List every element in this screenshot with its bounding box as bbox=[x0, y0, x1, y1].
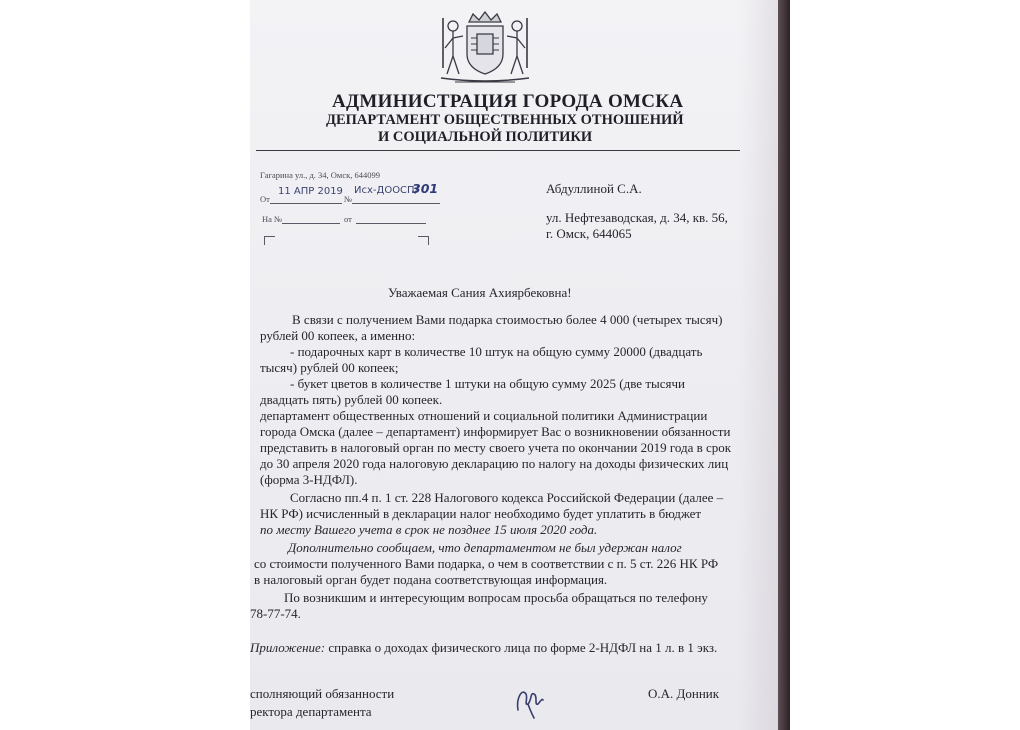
omsk-coat-of-arms-icon bbox=[435, 8, 535, 90]
body-line: департамент общественных отношений и социальной политики Администрации bbox=[260, 408, 708, 423]
body-line: до 30 апреля 2020 года налоговую декларацию по налогу на доходы физических лиц bbox=[260, 456, 729, 471]
recipient-address-line2: г. Омск, 644065 bbox=[546, 226, 632, 241]
body-line: Согласно пп.4 п. 1 ст. 228 Налогового кодекса Российской Федерации (далее – bbox=[290, 490, 724, 505]
attachment-text: справка о доходах физического лица по форме 2-НДФЛ на 1 л. в 1 экз. bbox=[328, 640, 718, 655]
signer-name: О.А. Донник bbox=[648, 686, 720, 701]
date-stamp: 11 АПР 2019 bbox=[278, 186, 343, 197]
body-line: тысяч) рублей 00 копеек; bbox=[260, 360, 399, 375]
number-stamp: Исх-ДООСП/ bbox=[354, 185, 418, 196]
body-line: со стоимости полученного Вами подарка, о чем в соответствии с п. 5 ст. 226 НК РФ bbox=[254, 556, 719, 571]
body-line: В связи с получением Вами подарка стоимостью более 4 000 (четырех тысяч) bbox=[292, 312, 723, 327]
recipient-address-line1: ул. Нефтезаводская, д. 34, кв. 56, bbox=[546, 210, 728, 225]
body-line: двадцать пять) рублей 00 копеек. bbox=[260, 392, 443, 407]
corner-mark bbox=[264, 236, 275, 245]
body-line: Дополнительно сообщаем, что департаментом не был удержан налог bbox=[288, 540, 682, 555]
salutation: Уважаемая Сания Ахиярбековна! bbox=[388, 285, 572, 300]
body-line: По возникшим и интересующим вопросам просьба обращаться по телефону bbox=[284, 590, 708, 605]
reference-from: от bbox=[344, 214, 352, 224]
sender-address: Гагарина ул., д. 34, Омск, 644099 bbox=[260, 170, 380, 180]
letter-page bbox=[250, 0, 778, 730]
body-line: 78-77-74. bbox=[250, 606, 301, 621]
header-divider bbox=[256, 150, 740, 151]
body-line: НК РФ) исчисленный в декларации налог необходимо будет уплатить в бюджет bbox=[260, 506, 702, 521]
body-line: города Омска (далее – департамент) информирует Вас о возникновении обязанности bbox=[260, 424, 731, 439]
body-line: (форма 3-НДФЛ). bbox=[260, 472, 358, 487]
reference-prefix: На № bbox=[262, 214, 283, 224]
department-name-line2: И СОЦИАЛЬНОЙ ПОЛИТИКИ bbox=[378, 129, 593, 145]
body-line: - подарочных карт в количестве 10 штук на общую сумму 20000 (двадцать bbox=[290, 344, 703, 359]
signer-position-line2: ректора департамента bbox=[250, 704, 372, 719]
handwritten-signature-icon bbox=[512, 680, 548, 720]
body-line: по месту Вашего учета в срок не позднее 15 июля 2020 года. bbox=[260, 522, 598, 537]
department-name-line1: ДЕПАРТАМЕНТ ОБЩЕСТВЕННЫХ ОТНОШЕНИЙ bbox=[326, 112, 684, 128]
body-line: представить в налоговый орган по месту своего учета по окончании 2019 года в срок bbox=[260, 440, 732, 455]
attachment-line bbox=[250, 640, 717, 655]
organization-name: АДМИНИСТРАЦИЯ ГОРОДА ОМСКА bbox=[332, 91, 684, 112]
body-line: в налоговый орган будет подана соответствующая информация. bbox=[254, 572, 608, 587]
number-handwritten: 301 bbox=[412, 181, 439, 196]
recipient-name: Абдуллиной С.А. bbox=[546, 181, 642, 196]
body-line: - букет цветов в количестве 1 штуки на общую сумму 2025 (две тысячи bbox=[290, 376, 685, 391]
corner-mark bbox=[418, 236, 429, 245]
signer-position-line1: сполняющий обязанности bbox=[250, 686, 395, 701]
attachment-label: Приложение: bbox=[250, 640, 326, 655]
number-prefix: № bbox=[344, 194, 353, 204]
body-line: рублей 00 копеек, а именно: bbox=[260, 328, 416, 343]
date-prefix: От bbox=[260, 194, 270, 204]
